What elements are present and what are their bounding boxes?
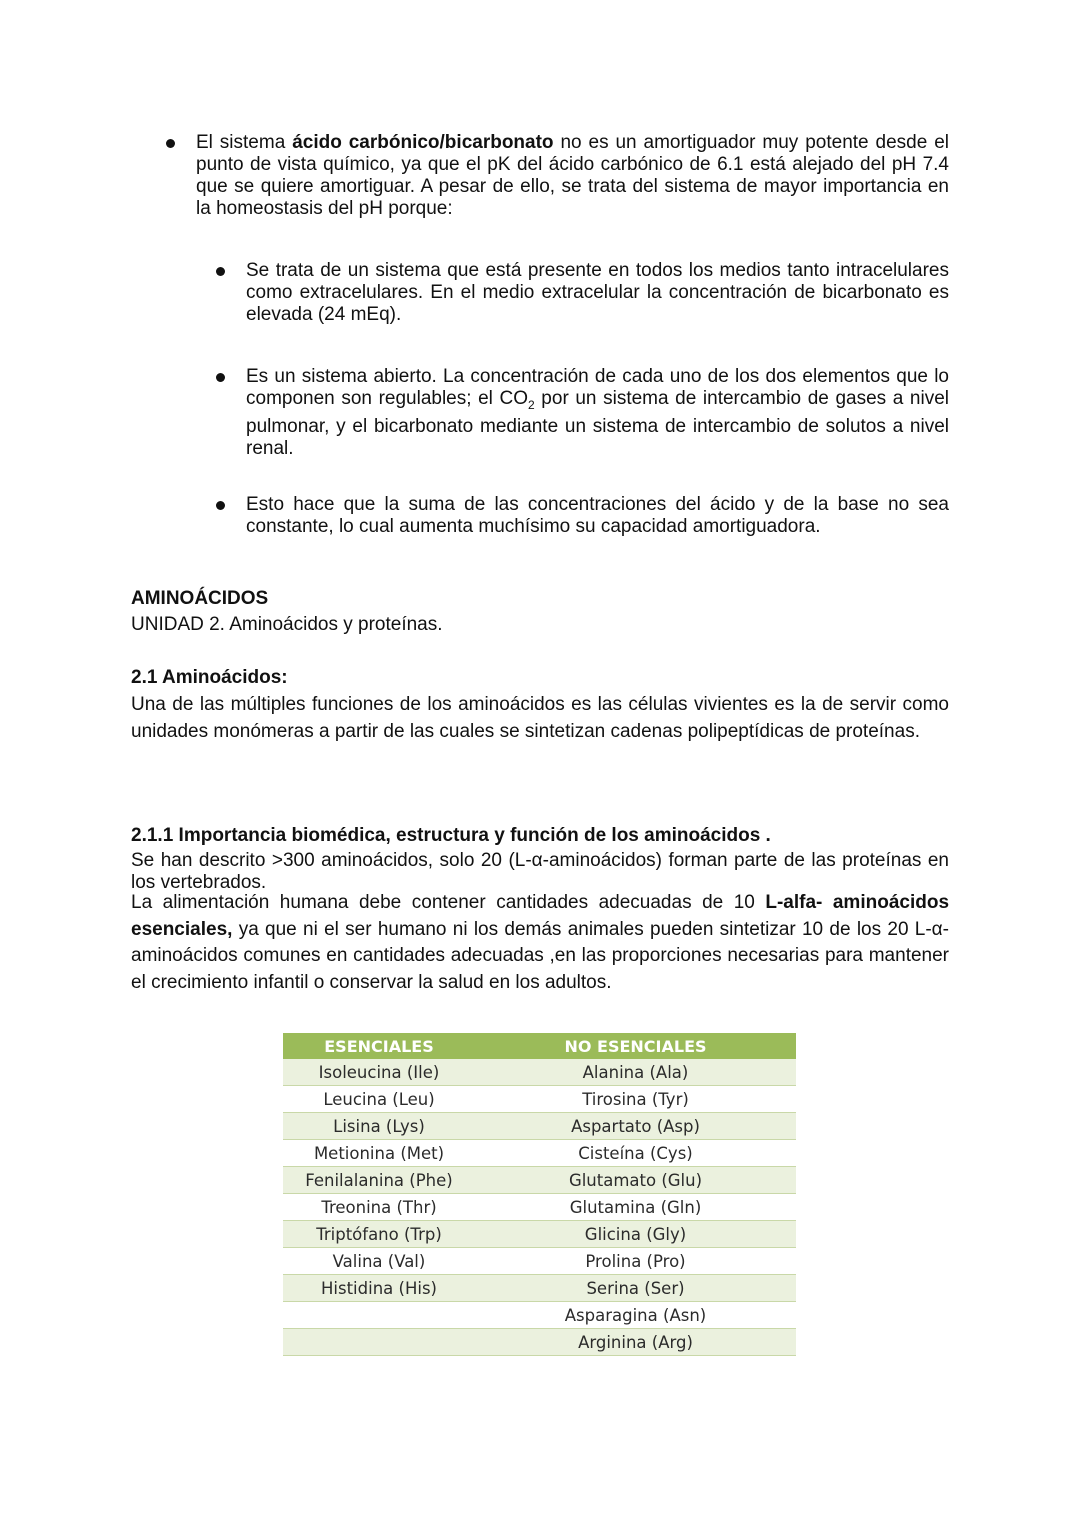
bullet-text — [246, 366, 949, 460]
bold-term: L-alfa- aminoácidos esenciales, — [131, 892, 950, 940]
cell-non-essential: Serina (Ser) — [475, 1275, 796, 1302]
text-run: La alimentación humana debe contener cantidades adecuadas de 10 — [131, 892, 766, 913]
cell-non-essential: Prolina (Pro) — [475, 1248, 796, 1275]
cell-non-essential: Tirosina (Tyr) — [475, 1086, 796, 1113]
cell-non-essential: Alanina (Ala) — [475, 1059, 796, 1086]
cell-essential: Fenilalanina (Phe) — [283, 1167, 475, 1194]
table-row — [283, 1275, 796, 1302]
bullet-text: Esto hace que la suma de las concentraciones del ácido y de la base no sea constante, lo cual aumenta muchísimo su capacidad amortiguadora. — [246, 494, 949, 537]
unit-subtitle: UNIDAD 2. Aminoácidos y proteínas. — [131, 614, 443, 635]
bullet-dot-icon — [216, 501, 225, 510]
table-header-row — [283, 1033, 796, 1059]
aminoacids-table — [283, 1033, 796, 1356]
sub-bullet-item-3 — [246, 494, 949, 538]
cell-non-essential: Cisteína (Cys) — [475, 1140, 796, 1167]
table-row — [283, 1113, 796, 1140]
table-row — [283, 1140, 796, 1167]
sub-bullet-item-2 — [246, 366, 949, 460]
cell-non-essential: Asparagina (Asn) — [475, 1302, 796, 1329]
bullet-item-bicarbonate-intro — [196, 132, 949, 220]
column-header-essential: ESENCIALES — [283, 1033, 475, 1059]
cell-non-essential: Glutamina (Gln) — [475, 1194, 796, 1221]
cell-essential: Valina (Val) — [283, 1248, 475, 1275]
column-header-non-essential: NO ESENCIALES — [475, 1033, 796, 1059]
table-row — [283, 1167, 796, 1194]
section-title: AMINOÁCIDOS — [131, 588, 269, 609]
cell-essential: Treonina (Thr) — [283, 1194, 475, 1221]
sub-bullet-item-1 — [246, 260, 949, 326]
bullet-text: Se trata de un sistema que está presente en todos los medios tanto intracelulares como extracelulares. En el medio extracelular la concentración de bicarbonato es elevada (24 mEq). — [246, 260, 949, 325]
cell-essential — [283, 1302, 475, 1329]
text-run: El sistema — [196, 132, 293, 153]
cell-essential: Isoleucina (Ile) — [283, 1059, 475, 1086]
cell-non-essential: Arginina (Arg) — [475, 1329, 796, 1356]
subsection-heading-2-1-1: 2.1.1 Importancia biomédica, estructura y función de los aminoácidos . — [131, 825, 771, 846]
subscript: 2 — [528, 397, 535, 412]
cell-essential: Metionina (Met) — [283, 1140, 475, 1167]
cell-essential: Histidina (His) — [283, 1275, 475, 1302]
cell-non-essential: Glutamato (Glu) — [475, 1167, 796, 1194]
table-row — [283, 1221, 796, 1248]
cell-non-essential: Glicina (Gly) — [475, 1221, 796, 1248]
bullet-dot-icon — [166, 139, 175, 148]
paragraph-aminoacid-count: Se han descrito >300 aminoácidos, solo 20 (L-α-aminoácidos) forman parte de las proteínas en los vertebrados. — [131, 850, 949, 893]
bullet-dot-icon — [216, 373, 225, 382]
text-run: no es un amortiguador muy potente desde el punto de vista químico, ya que el pK del ácido carbónico de 6.1 está alejado del pH 7.4 que se quiere amortiguar. A pesar de ello, se trata del sistema de mayor importancia en la homeostasis del pH porque: — [196, 132, 949, 219]
cell-non-essential: Aspartato (Asp) — [475, 1113, 796, 1140]
subsection-heading-2-1: 2.1 Aminoácidos: — [131, 667, 288, 688]
text-run: Es un sistema abierto. La concentración de cada uno de los dos elementos que lo componen son regulables; el CO — [246, 366, 949, 409]
bullet-dot-icon — [216, 267, 225, 276]
cell-essential: Triptófano (Trp) — [283, 1221, 475, 1248]
bullet-text — [196, 132, 949, 220]
table-row — [283, 1248, 796, 1275]
text-run: ya que ni el ser humano ni los demás animales pueden sintetizar 10 de los 20 L-α-aminoácidos comunes en cantidades adecuadas ,en las proporciones necesarias para mantener el crecimiento infantil o conservar la salud en los adultos. — [131, 918, 949, 994]
cell-essential: Lisina (Lys) — [283, 1113, 475, 1140]
text-run: por un sistema de intercambio de gases a nivel pulmonar, y el bicarbonato mediante un sistema de intercambio de solutos a nivel renal. — [246, 388, 949, 459]
table-row — [283, 1059, 796, 1086]
table-row — [283, 1086, 796, 1113]
paragraph-essential-aminoacids — [131, 890, 949, 997]
table-row — [283, 1302, 796, 1329]
subsection-body-2-1: Una de las múltiples funciones de los aminoácidos es las células vivientes es la de servir como unidades monómeras a partir de las cuales se sintetizan cadenas polipeptídicas de proteínas. — [131, 694, 949, 742]
table-row — [283, 1194, 796, 1221]
cell-essential — [283, 1329, 475, 1356]
table-row — [283, 1329, 796, 1356]
bold-term: ácido carbónico/bicarbonato — [292, 132, 554, 153]
cell-essential: Leucina (Leu) — [283, 1086, 475, 1113]
